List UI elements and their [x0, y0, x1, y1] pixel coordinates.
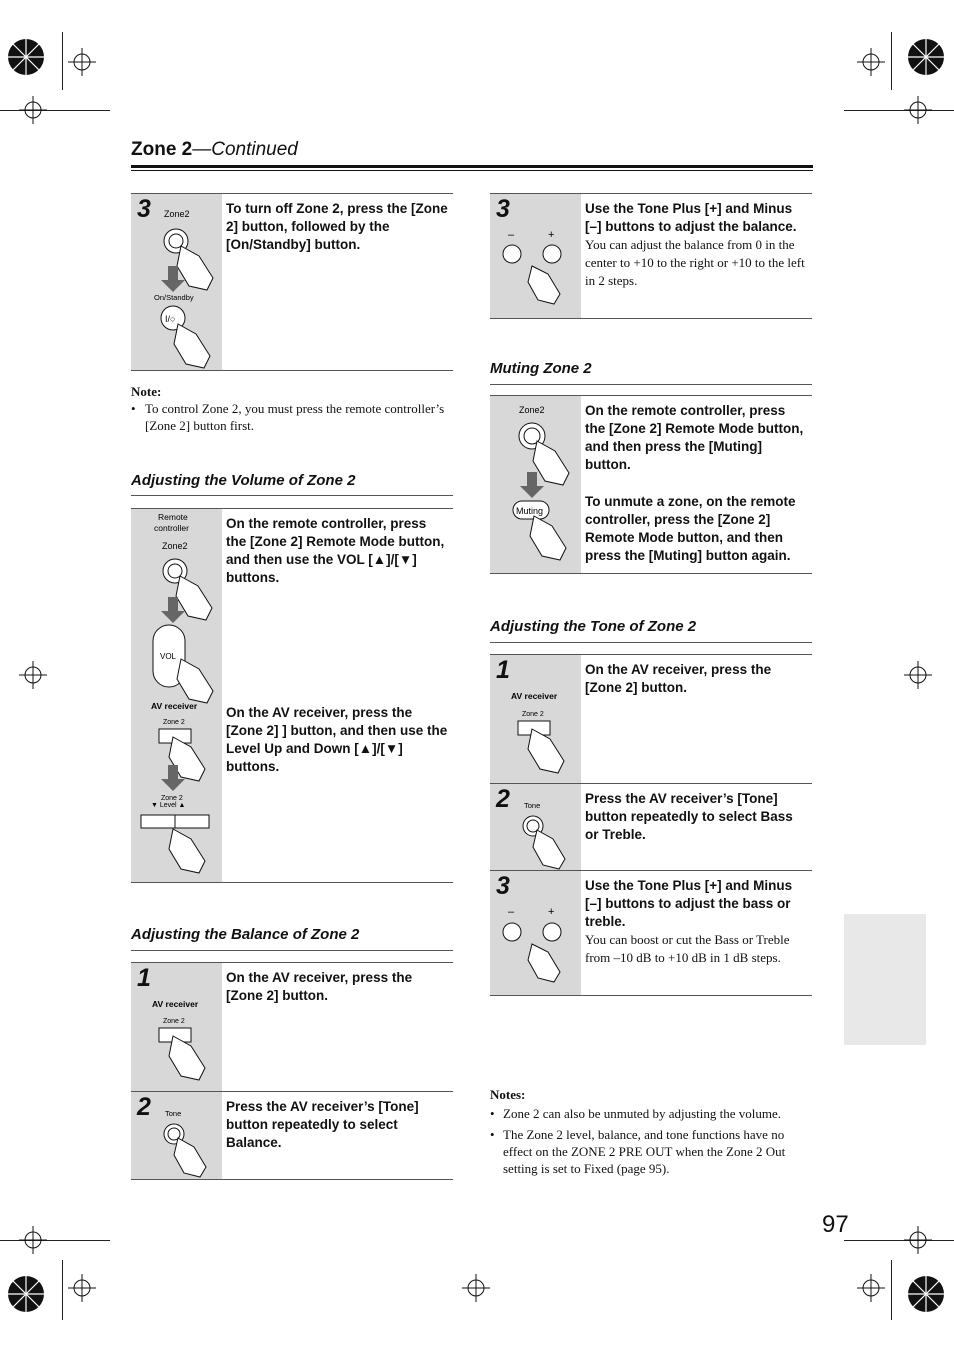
step-text: Press the AV receiver’s [Tone] button repeatedly to select Balance. — [226, 1099, 419, 1150]
volume-box — [131, 508, 453, 883]
step-text: Press the AV receiver’s [Tone] button repeatedly to select Bass or Treble. — [585, 791, 793, 842]
step-number: 3 — [137, 195, 151, 223]
illus-label: Zone 2 — [163, 719, 185, 726]
section-heading: Muting Zone 2 — [490, 360, 592, 377]
step-number: 1 — [137, 964, 151, 992]
unmute-text: To unmute a zone, on the remote controller, press the [Zone 2] Remote Mode button, and then press the [Muting] button again. — [585, 494, 796, 563]
illus-label: Zone2 — [162, 541, 188, 551]
illus-label: Remote — [158, 512, 188, 522]
volume-text-receiver: On the AV receiver, press the [Zone 2] ] button, and then use the Level Up and Down [▲]/[▼] buttons. — [226, 705, 448, 774]
notes-title: Notes: — [490, 1087, 526, 1102]
volume-text-remote: On the remote controller, press the [Zone 2] Remote Mode button, and then use the VOL [▲]/[▼] buttons. — [226, 516, 445, 585]
section-rule — [490, 642, 812, 643]
header-rule-thin — [131, 170, 813, 171]
step-text: On the AV receiver, press the [Zone 2] button. — [585, 662, 772, 695]
section-rule — [131, 495, 453, 496]
header-continued: —Continued — [192, 139, 298, 160]
illus-label: Zone 2 — [163, 1018, 185, 1025]
step-box — [131, 962, 453, 1092]
step-subtext: You can boost or cut the Bass or Treble from –10 dB to +10 dB in 1 dB steps. — [585, 932, 790, 965]
illus-label: – — [508, 229, 515, 241]
illus-label: Tone — [165, 1109, 182, 1118]
notes — [490, 1086, 812, 1177]
volume-illustration — [131, 509, 222, 882]
note-item-text: To control Zone 2, you must press the remote controller’s [Zone 2] button first. — [145, 401, 445, 433]
section-rule — [131, 950, 453, 951]
step-text-main: Use the Tone Plus [+] and Minus [–] buttons to adjust the balance. — [585, 201, 797, 234]
step-text: On the AV receiver, press the [Zone 2] button. — [226, 970, 413, 1003]
step-box — [131, 1091, 453, 1180]
illus-label: AV receiver — [511, 691, 558, 701]
step-box — [490, 654, 812, 784]
step-text: To turn off Zone 2, press the [Zone 2] button, followed by the [On/Standby] button. — [226, 201, 448, 252]
illus-label: Tone — [524, 801, 541, 810]
illus-label: – — [508, 906, 515, 918]
note-item: • Zone 2 can also be unmuted by adjusting the volume. — [490, 1106, 781, 1121]
page-number: 97 — [822, 1211, 849, 1238]
illus-label: AV receiver — [152, 999, 199, 1009]
step-number: 3 — [496, 195, 510, 223]
step-box — [490, 193, 812, 319]
illus-label: Muting — [516, 506, 544, 516]
section-heading: Adjusting the Volume of Zone 2 — [131, 472, 356, 489]
illus-label: + — [548, 229, 555, 241]
step-box — [131, 193, 453, 371]
step-number: 3 — [496, 872, 510, 900]
illus-label: Zone2 — [519, 405, 545, 415]
svg-text:I/○: I/○ — [165, 314, 176, 324]
step-text-main: Use the Tone Plus [+] and Minus [–] buttons to adjust the bass or treble. — [585, 878, 793, 929]
section-heading: Adjusting the Tone of Zone 2 — [490, 618, 697, 635]
header-title: Zone 2 — [131, 139, 193, 160]
note-title: Note: — [131, 384, 162, 399]
illus-label: Zone 2 — [161, 795, 183, 802]
illus-label: controller — [154, 523, 189, 533]
illus-label: + — [548, 906, 555, 918]
illus-label: VOL — [160, 652, 177, 661]
step-box — [490, 870, 812, 996]
step-text — [585, 200, 808, 290]
step-number: 2 — [137, 1093, 151, 1121]
step-text — [585, 877, 808, 967]
step-subtext: You can adjust the balance from 0 in the center to +10 to the right or +10 to the left in 2 steps. — [585, 237, 805, 288]
muting-text: On the remote controller, press the [Zone 2] Remote Mode button, and then press the [Muting] button. — [585, 403, 804, 472]
note-item-text: The Zone 2 level, balance, and tone functions have no effect on the ZONE 2 PRE OUT when the Zone 2 Out setting is set to Fixed (page 95). — [503, 1127, 786, 1176]
note-item: • The Zone 2 level, balance, and tone functions have no effect on the ZONE 2 PRE OUT when the Zone 2 Out setting is set to Fixed (page 95). — [490, 1126, 812, 1177]
muting-box — [490, 395, 812, 574]
section-heading: Adjusting the Balance of Zone 2 — [131, 926, 360, 943]
note-item: • To control Zone 2, you must press the remote controller’s [Zone 2] button first. — [131, 400, 453, 434]
illus-label: Zone2 — [164, 209, 190, 219]
illus-label: ▼ Level ▲ — [151, 802, 186, 809]
page-header — [131, 139, 298, 161]
side-tab — [844, 914, 926, 1045]
illus-label: AV receiver — [151, 701, 198, 711]
step-number: 1 — [496, 656, 510, 684]
header-rule — [131, 165, 813, 168]
note — [131, 383, 453, 434]
illus-label: Zone 2 — [522, 711, 544, 718]
step-box — [490, 783, 812, 871]
note-item-text: Zone 2 can also be unmuted by adjusting the volume. — [503, 1106, 781, 1121]
illus-label: On/Standby — [154, 293, 194, 302]
muting-illustration — [490, 396, 581, 573]
step-number: 2 — [496, 785, 510, 813]
section-rule — [490, 384, 812, 385]
